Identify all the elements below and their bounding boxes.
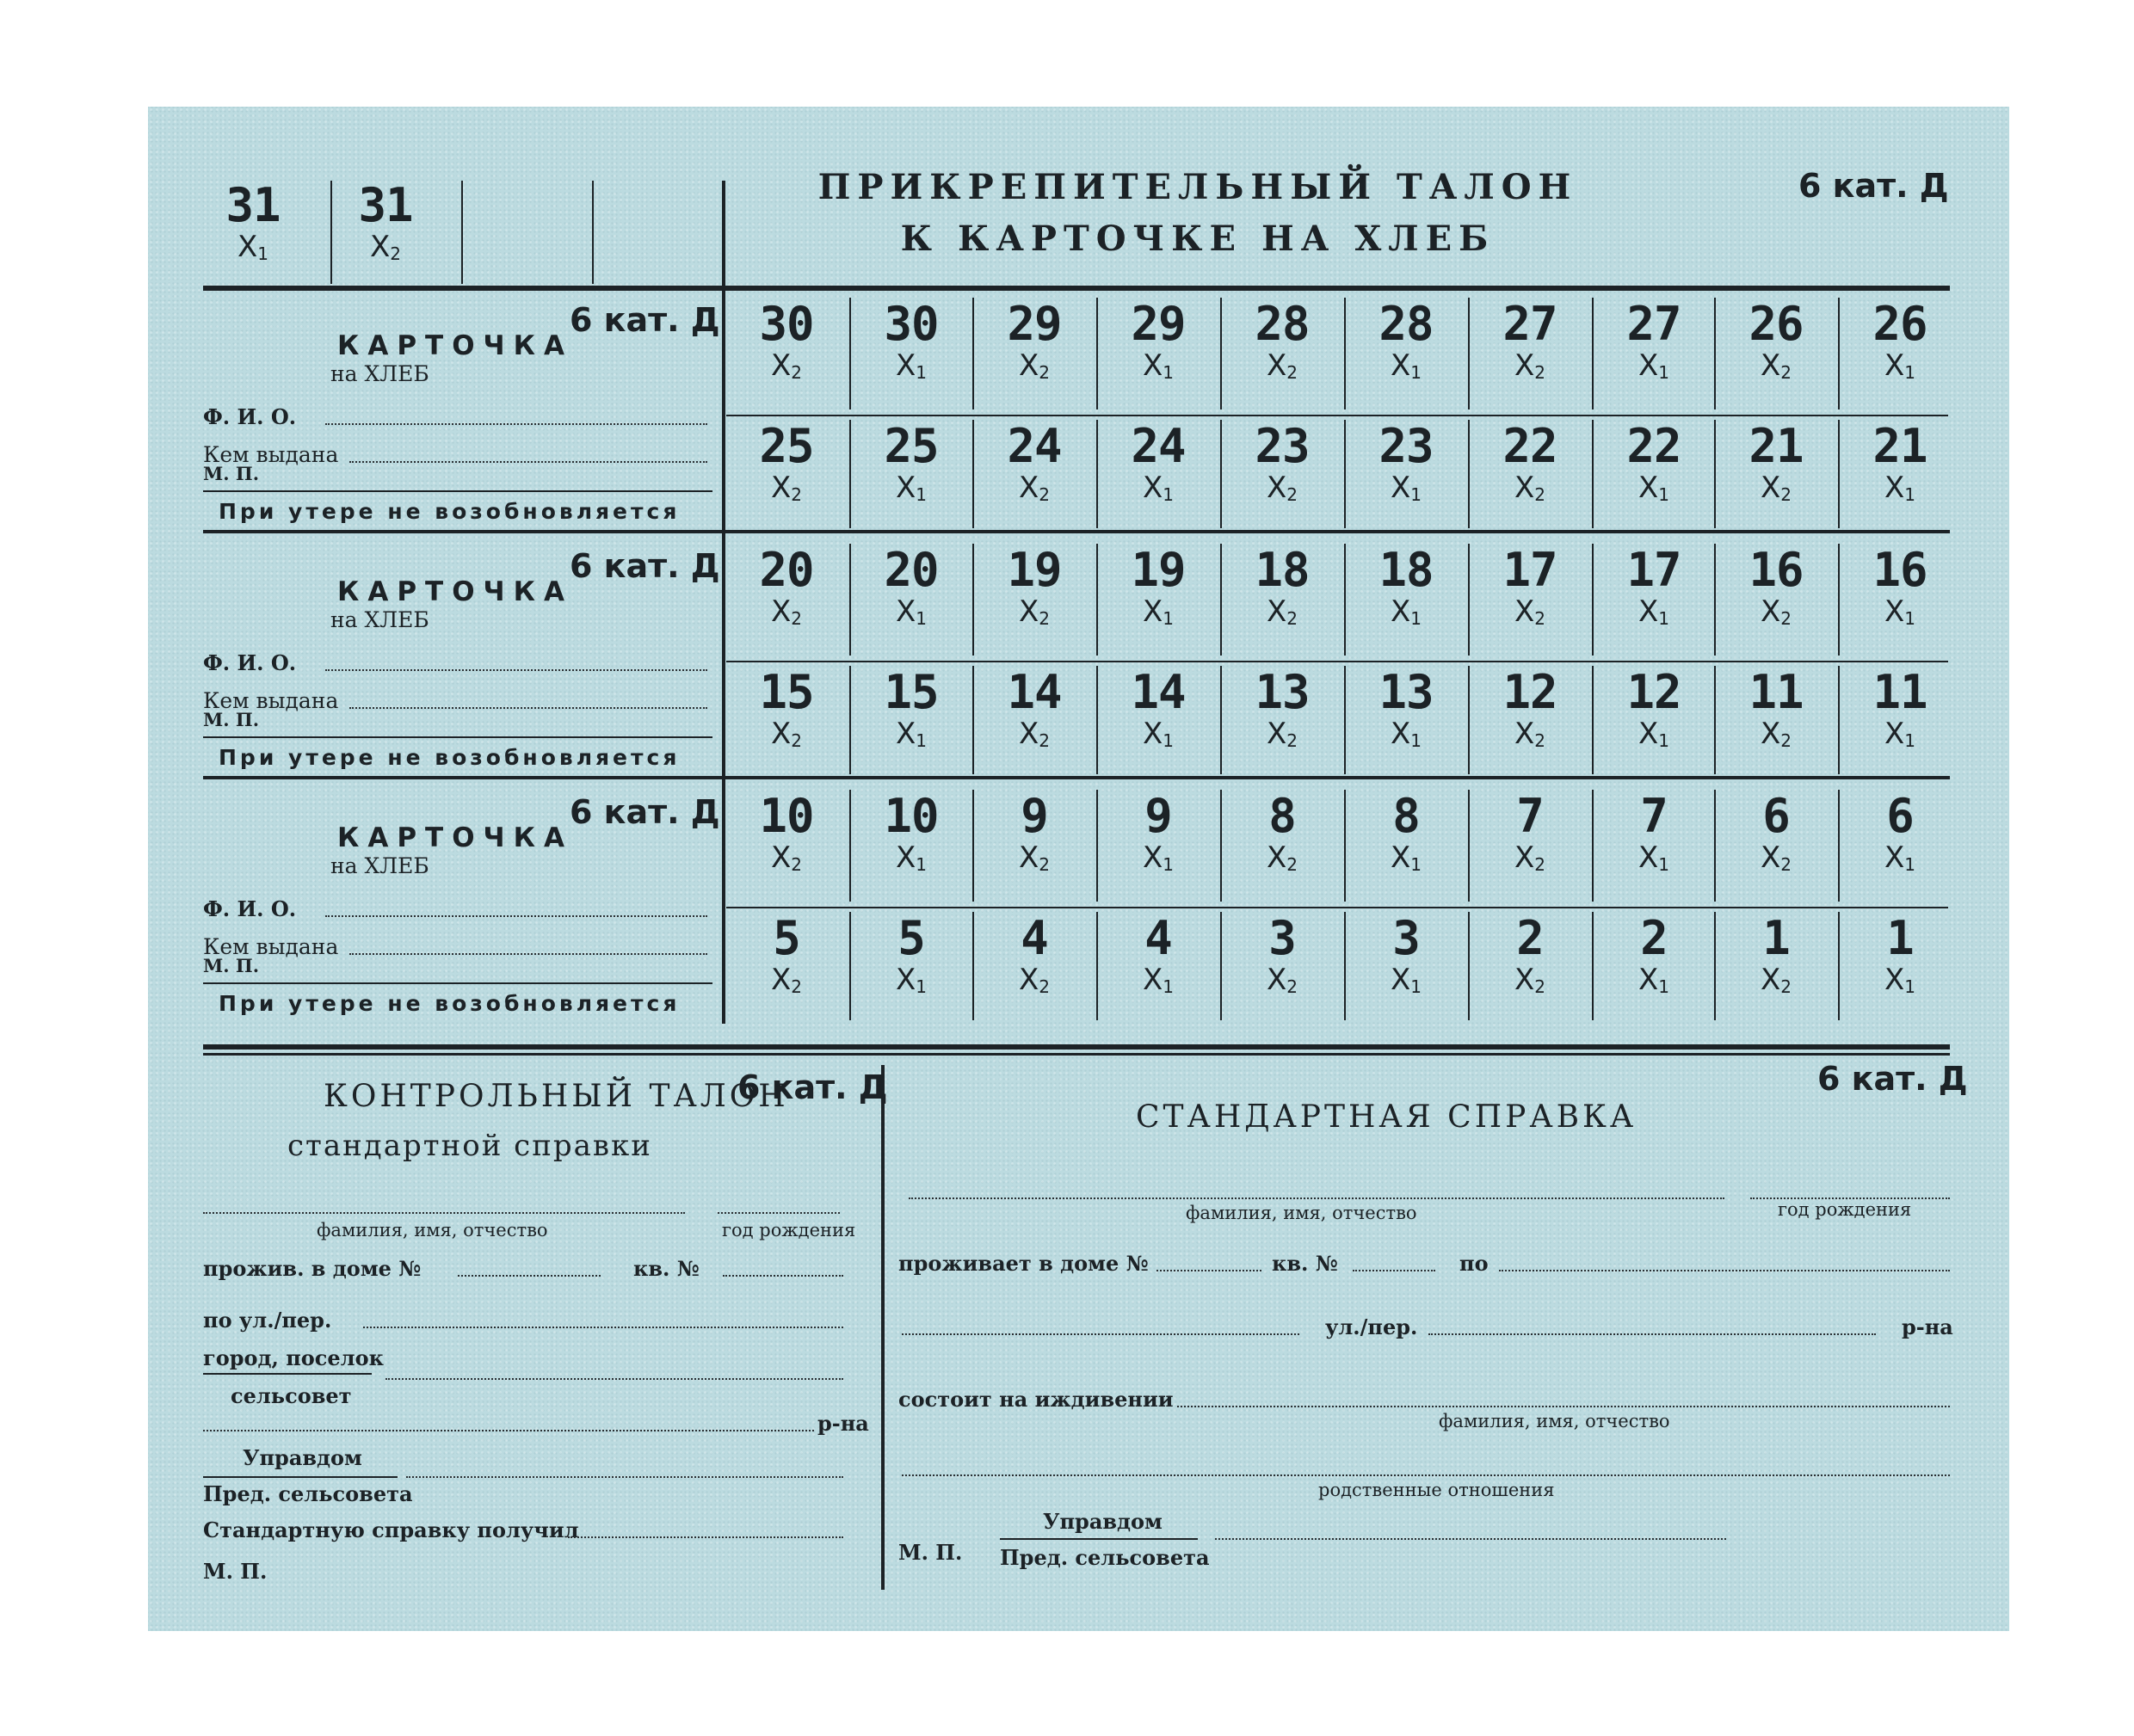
coupon-number: 6 — [1762, 789, 1790, 843]
coupon[interactable] — [1468, 911, 1592, 997]
coupon[interactable] — [1096, 789, 1220, 875]
coupon-number: 2 — [1516, 911, 1544, 965]
coupon-number: 25 — [884, 419, 939, 473]
card-category: 6 кат. Д — [570, 301, 720, 339]
coupon-number: 26 — [1872, 297, 1927, 351]
control-birth-caption: год рождения — [722, 1220, 856, 1240]
coupon-number: 10 — [759, 789, 814, 843]
header-title-line2: К КАРТОЧКЕ НА ХЛЕБ — [900, 219, 1496, 259]
coupon-number: 29 — [1131, 297, 1186, 351]
coupon-sub: $Х_2$ — [1760, 348, 1792, 383]
coupon-sub: $Х_2$ — [1266, 717, 1298, 751]
control-received-label: Стандартную справку получил — [203, 1517, 579, 1542]
standard-stamp-label: М. П. — [898, 1540, 963, 1565]
coupon-sub: $Х_2$ — [770, 594, 803, 629]
coupon[interactable] — [972, 665, 1096, 751]
coupon[interactable] — [1220, 543, 1344, 629]
card-issued-label: Кем выдана — [203, 442, 339, 467]
coupon-sub: $Х_2$ — [1266, 594, 1298, 629]
control-stamp-label: М. П. — [203, 1559, 268, 1584]
card-fio-label: Ф. И. О. — [203, 404, 297, 429]
header-title-line1: ПРИКРЕПИТЕЛЬНЫЙ ТАЛОН — [817, 167, 1578, 207]
coupon-number: 24 — [1007, 419, 1062, 473]
coupon-number: 21 — [1749, 419, 1804, 473]
coupon-number: 31 — [225, 178, 281, 232]
card-lost-notice: При утере не возобновляется — [219, 745, 681, 770]
coupon-number: 28 — [1378, 297, 1434, 351]
coupon[interactable] — [849, 543, 973, 629]
coupon-number: 8 — [1392, 789, 1420, 843]
coupon[interactable] — [1838, 297, 1962, 383]
card-category: 6 кат. Д — [570, 793, 720, 831]
card-title: КАРТОЧКА — [337, 822, 573, 853]
coupon-sub: $Х_2$ — [770, 840, 803, 875]
standard-district-label: р-на — [1902, 1314, 1953, 1339]
coupon[interactable] — [1096, 419, 1220, 505]
coupon-number: 6 — [1886, 789, 1914, 843]
coupon-number: 20 — [884, 543, 939, 597]
coupon[interactable] — [1592, 789, 1716, 875]
standard-dependent-caption: фамилия, имя, отчество — [1439, 1411, 1670, 1431]
coupon-sub: $Х_2$ — [770, 471, 803, 505]
coupon-number: 22 — [1626, 419, 1681, 473]
standard-chair-label: Пред. сельсовета — [1000, 1545, 1210, 1570]
coupon[interactable] — [849, 665, 973, 751]
coupon-number: 16 — [1749, 543, 1804, 597]
coupon-sub: $Х_2$ — [770, 717, 803, 751]
coupon-number: 31 — [358, 178, 413, 232]
card-stamp-label: М. П. — [203, 955, 260, 976]
coupon-sub: $Х_1$ — [1884, 348, 1916, 383]
coupon[interactable] — [1344, 911, 1468, 997]
coupon-number: 2 — [1640, 911, 1668, 965]
coupon[interactable] — [725, 789, 848, 875]
standard-street-label: ул./пер. — [1325, 1314, 1418, 1339]
control-street-label: по ул./пер. — [203, 1308, 332, 1333]
coupon-number: 5 — [773, 911, 800, 965]
coupon[interactable] — [1592, 419, 1716, 505]
coupon-number: 28 — [1255, 297, 1310, 351]
coupon[interactable] — [1096, 297, 1220, 383]
coupon[interactable] — [1592, 911, 1716, 997]
card-lost-notice: При утере не возобновляется — [219, 499, 681, 524]
control-resides-label: прожив. в доме № — [203, 1256, 422, 1281]
coupon-sub: $Х_1$ — [1390, 840, 1422, 875]
coupon[interactable] — [1220, 789, 1344, 875]
coupon-sub: $Х_1$ — [1638, 594, 1670, 629]
coupon-sub: $Х_2$ — [1514, 348, 1546, 383]
coupon[interactable] — [1714, 419, 1838, 505]
coupon[interactable] — [1714, 911, 1838, 997]
coupon-number: 9 — [1021, 789, 1048, 843]
card-fio-label: Ф. И. О. — [203, 896, 297, 921]
coupon-sub: $Х_1$ — [1142, 963, 1175, 997]
coupon-sub: $Х_2$ — [1266, 471, 1298, 505]
coupon[interactable] — [1220, 665, 1344, 751]
coupon[interactable] — [1468, 789, 1592, 875]
coupon[interactable] — [849, 789, 973, 875]
coupon-sub: $Х_2$ — [1514, 717, 1546, 751]
coupon-sub: $Х_2$ — [1018, 471, 1051, 505]
coupon-sub: $Х_2$ — [770, 963, 803, 997]
coupon[interactable] — [725, 911, 848, 997]
coupon[interactable] — [972, 297, 1096, 383]
coupon-number: 20 — [759, 543, 814, 597]
card-title: КАРТОЧКА — [337, 576, 573, 607]
coupon-sub: $Х_2$ — [1266, 840, 1298, 875]
coupon-number: 8 — [1268, 789, 1296, 843]
coupon-number: 17 — [1502, 543, 1557, 597]
standard-title: СТАНДАРТНАЯ СПРАВКА — [1136, 1099, 1638, 1135]
coupon[interactable] — [849, 911, 973, 997]
coupon-number: 27 — [1502, 297, 1557, 351]
header-category: 6 кат. Д — [1798, 167, 1949, 205]
card-issued-label: Кем выдана — [203, 934, 339, 959]
coupon-sub: $Х_1$ — [895, 348, 928, 383]
coupon[interactable] — [725, 543, 848, 629]
coupon-number: 27 — [1626, 297, 1681, 351]
card-subtitle: на ХЛЕБ — [330, 361, 429, 386]
coupon-sub: $Х_1$ — [1884, 717, 1916, 751]
coupon-number: 3 — [1268, 911, 1296, 965]
coupon[interactable] — [1714, 665, 1838, 751]
coupon-sub: $Х_2$ — [369, 230, 402, 264]
coupon-number: 21 — [1872, 419, 1927, 473]
coupon-sub: $Х_1$ — [1142, 471, 1175, 505]
coupon-sub: $Х_1$ — [237, 230, 269, 264]
control-subtitle: стандартной справки — [287, 1129, 652, 1163]
coupon-number: 26 — [1749, 297, 1804, 351]
control-manager-label: Управдом — [243, 1445, 362, 1470]
coupon[interactable] — [725, 419, 848, 505]
coupon-number: 19 — [1131, 543, 1186, 597]
control-city-label: город, поселок — [203, 1345, 384, 1370]
coupon-number: 12 — [1626, 665, 1681, 719]
coupon[interactable] — [1344, 297, 1468, 383]
coupon-number: 18 — [1255, 543, 1310, 597]
standard-relation-caption: родственные отношения — [1318, 1480, 1555, 1500]
coupon-number: 3 — [1392, 911, 1420, 965]
coupon-sub: $Х_1$ — [1390, 348, 1422, 383]
coupon-sub: $Х_1$ — [1142, 840, 1175, 875]
standard-by-label: по — [1459, 1251, 1489, 1276]
standard-dependent-label: состоит на иждивении — [898, 1387, 1174, 1412]
coupon-sub: $Х_1$ — [895, 840, 928, 875]
control-chair-label: Пред. сельсовета — [203, 1481, 413, 1506]
coupon[interactable] — [972, 419, 1096, 505]
coupon-sub: $Х_1$ — [1390, 594, 1422, 629]
coupon-sub: $Х_1$ — [1638, 840, 1670, 875]
ration-sheet — [148, 107, 2009, 1631]
card-title: КАРТОЧКА — [337, 330, 573, 361]
coupon-sub: $Х_1$ — [1142, 717, 1175, 751]
coupon-sub: $Х_2$ — [1760, 717, 1792, 751]
control-district-label: р-на — [817, 1411, 869, 1436]
coupon-number: 25 — [759, 419, 814, 473]
coupon-number: 11 — [1872, 665, 1927, 719]
coupon[interactable] — [1838, 911, 1962, 997]
coupon[interactable] — [725, 665, 848, 751]
coupon-number: 13 — [1255, 665, 1310, 719]
coupon-sub: $Х_1$ — [1638, 471, 1670, 505]
coupon[interactable] — [1838, 665, 1962, 751]
coupon-number: 9 — [1144, 789, 1172, 843]
coupon-number: 14 — [1131, 665, 1186, 719]
coupon[interactable] — [1468, 297, 1592, 383]
coupon[interactable] — [849, 297, 973, 383]
coupon-number: 5 — [897, 911, 925, 965]
coupon-sub: $Х_2$ — [1760, 840, 1792, 875]
card-issued-label: Кем выдана — [203, 688, 339, 713]
coupon-number: 19 — [1007, 543, 1062, 597]
coupon-sub: $Х_1$ — [1142, 594, 1175, 629]
coupon[interactable] — [1838, 543, 1962, 629]
coupon-number: 15 — [759, 665, 814, 719]
coupon-sub: $Х_2$ — [1760, 471, 1792, 505]
control-fio-caption: фамилия, имя, отчество — [317, 1220, 548, 1240]
coupon-number: 24 — [1131, 419, 1186, 473]
coupon[interactable] — [1220, 419, 1344, 505]
coupon-number: 30 — [884, 297, 939, 351]
coupon-number: 1 — [1886, 911, 1914, 965]
coupon-sub: $Х_2$ — [1018, 717, 1051, 751]
coupon[interactable] — [1468, 543, 1592, 629]
standard-resides-label: проживает в доме № — [898, 1251, 1149, 1276]
coupon-number: 12 — [1502, 665, 1557, 719]
coupon-number: 7 — [1516, 789, 1544, 843]
card-subtitle: на ХЛЕБ — [330, 607, 429, 632]
coupon[interactable] — [1220, 911, 1344, 997]
card-lost-notice: При утере не возобновляется — [219, 991, 681, 1016]
coupon[interactable] — [1344, 419, 1468, 505]
coupon[interactable] — [1714, 297, 1838, 383]
coupon-sub: $Х_1$ — [1390, 963, 1422, 997]
top-coupon — [332, 178, 439, 264]
coupon-number: 10 — [884, 789, 939, 843]
coupon-sub: $Х_2$ — [1018, 348, 1051, 383]
coupon-number: 23 — [1255, 419, 1310, 473]
coupon-sub: $Х_2$ — [1514, 471, 1546, 505]
coupon-number: 29 — [1007, 297, 1062, 351]
coupon-sub: $Х_2$ — [1760, 963, 1792, 997]
standard-apt-label: кв. № — [1272, 1251, 1338, 1276]
coupon-sub: $Х_1$ — [1638, 348, 1670, 383]
coupon-sub: $Х_1$ — [895, 471, 928, 505]
control-category: 6 кат. Д — [737, 1068, 888, 1106]
coupon[interactable] — [1468, 419, 1592, 505]
coupon[interactable] — [1220, 297, 1344, 383]
coupon-number: 16 — [1872, 543, 1927, 597]
coupon-number: 18 — [1378, 543, 1434, 597]
coupon[interactable] — [1592, 297, 1716, 383]
coupon[interactable] — [1468, 665, 1592, 751]
coupon-sub: $Х_2$ — [1018, 963, 1051, 997]
coupon[interactable] — [972, 543, 1096, 629]
coupon-sub: $Х_2$ — [770, 348, 803, 383]
coupon[interactable] — [725, 297, 848, 383]
coupon-number: 4 — [1021, 911, 1048, 965]
coupon[interactable] — [1344, 789, 1468, 875]
card-subtitle: на ХЛЕБ — [330, 853, 429, 878]
coupon-number: 14 — [1007, 665, 1062, 719]
coupon-sub: $Х_1$ — [1142, 348, 1175, 383]
standard-category: 6 кат. Д — [1817, 1060, 1968, 1098]
card-category: 6 кат. Д — [570, 547, 720, 585]
coupon[interactable] — [1592, 665, 1716, 751]
coupon[interactable] — [849, 419, 973, 505]
coupon-sub: $Х_1$ — [1884, 594, 1916, 629]
coupon-sub: $Х_2$ — [1514, 840, 1546, 875]
coupon-sub: $Х_1$ — [895, 717, 928, 751]
standard-birth-caption: год рождения — [1778, 1199, 1912, 1220]
coupon-number: 23 — [1378, 419, 1434, 473]
card-fio-label: Ф. И. О. — [203, 650, 297, 675]
card-stamp-label: М. П. — [203, 463, 260, 484]
coupon-number: 4 — [1144, 911, 1172, 965]
coupon-sub: $Х_2$ — [1018, 840, 1051, 875]
standard-manager-label: Управдом — [1043, 1509, 1163, 1534]
control-title: КОНТРОЛЬНЫЙ ТАЛОН — [324, 1079, 789, 1114]
coupon-sub: $Х_1$ — [1884, 840, 1916, 875]
coupon[interactable] — [1096, 543, 1220, 629]
coupon-sub: $Х_1$ — [1884, 963, 1916, 997]
coupon-sub: $Х_2$ — [1266, 348, 1298, 383]
coupon-number: 17 — [1626, 543, 1681, 597]
control-council-label: сельсовет — [231, 1383, 352, 1408]
standard-fio-caption: фамилия, имя, отчество — [1186, 1203, 1417, 1223]
coupon-sub: $Х_2$ — [1514, 594, 1546, 629]
coupon-sub: $Х_1$ — [1390, 717, 1422, 751]
coupon-number: 13 — [1378, 665, 1434, 719]
coupon[interactable] — [1096, 665, 1220, 751]
coupon-number: 30 — [759, 297, 814, 351]
coupon-sub: $Х_1$ — [1390, 471, 1422, 505]
top-coupon — [200, 178, 306, 264]
card-stamp-label: М. П. — [203, 709, 260, 730]
coupon[interactable] — [972, 911, 1096, 997]
coupon-sub: $Х_1$ — [1638, 963, 1670, 997]
coupon[interactable] — [1096, 911, 1220, 997]
coupon-sub: $Х_1$ — [895, 594, 928, 629]
coupon[interactable] — [1714, 789, 1838, 875]
coupon[interactable] — [1714, 543, 1838, 629]
coupon[interactable] — [1344, 543, 1468, 629]
coupon-number: 15 — [884, 665, 939, 719]
coupon-sub: $Х_2$ — [1018, 594, 1051, 629]
coupon[interactable] — [1838, 419, 1962, 505]
coupon[interactable] — [972, 789, 1096, 875]
coupon-sub: $Х_2$ — [1760, 594, 1792, 629]
coupon-number: 1 — [1762, 911, 1790, 965]
coupon-number: 11 — [1749, 665, 1804, 719]
control-apt-label: кв. № — [633, 1256, 700, 1281]
coupon[interactable] — [1592, 543, 1716, 629]
coupon-sub: $Х_1$ — [1884, 471, 1916, 505]
coupon-sub: $Х_1$ — [895, 963, 928, 997]
coupon-number: 7 — [1640, 789, 1668, 843]
coupon-number: 22 — [1502, 419, 1557, 473]
coupon-sub: $Х_2$ — [1266, 963, 1298, 997]
coupon-sub: $Х_1$ — [1638, 717, 1670, 751]
coupon-sub: $Х_2$ — [1514, 963, 1546, 997]
coupon[interactable] — [1344, 665, 1468, 751]
coupon[interactable] — [1838, 789, 1962, 875]
